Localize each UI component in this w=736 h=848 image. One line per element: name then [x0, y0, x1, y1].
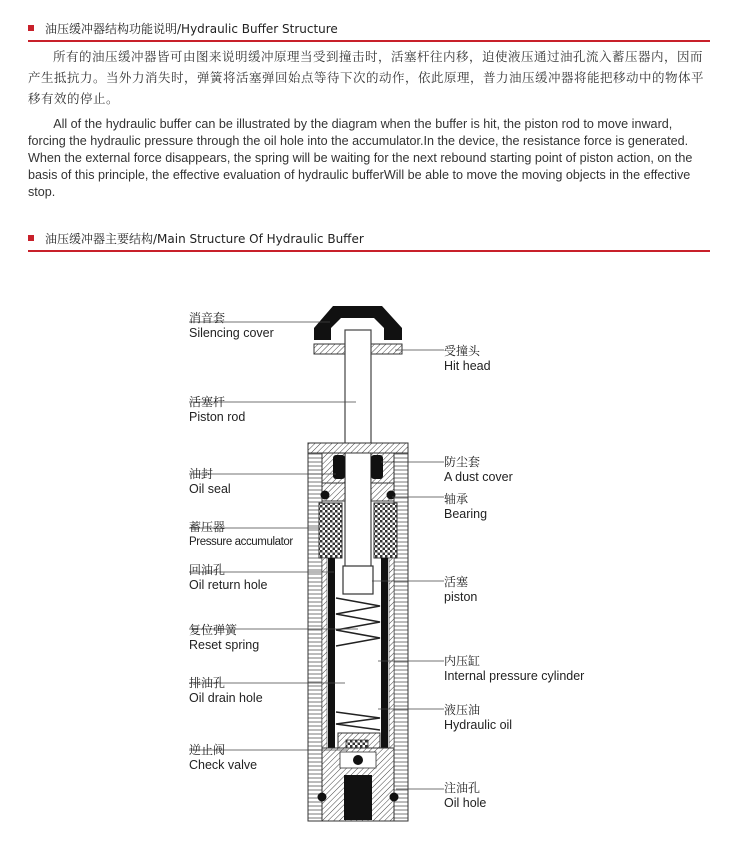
label-hydraulic-oil: 液压油 Hydraulic oil — [444, 703, 513, 732]
piston-part — [343, 566, 373, 594]
section-title-main-structure: 油压缓冲器主要结构/Main Structure Of Hydraulic Buffer — [45, 232, 364, 246]
description-english: All of the hydraulic buffer can be illustrated by the diagram when the buffer is hit, the piston rod to move inward, forcing the hydraulic pressure through the oil hole into the accumulator.In the device, the resistance force is generated. When the external force disappears, the spring will be waiting for the next rebound starting point of piston action, on the basis of this principle, the effective evaluation of hydraulic bufferWill be able to move the moving objects in the effective stop. — [28, 117, 693, 199]
inner-cylinder-right-wall — [381, 558, 388, 748]
label-piston: 活塞 piston — [444, 575, 478, 604]
outer-body-left-wall — [308, 443, 322, 821]
oil-hole-plug — [344, 775, 372, 820]
label-dust-cover: 防尘套 A dust cover — [444, 455, 513, 484]
label-oil-hole: 注油孔 Oil hole — [444, 781, 487, 810]
outer-body-right-wall — [394, 443, 408, 821]
oil-seal-right — [371, 455, 383, 479]
description-chinese: 所有的油压缓冲器皆可由图来说明缓冲原理当受到撞击时，活塞杆往内移，迫使液压通过油孔流入蓄压器内，因而产生抵抗力。当外力消失时，弹簧将活塞弹回始点等待下次的动作，依此原理，普力油压缓冲器将能把移动中的物体平移有效的停止。 — [28, 49, 705, 106]
label-piston-rod: 活塞杆 Piston rod — [189, 395, 246, 424]
accumulator-left — [319, 503, 342, 558]
label-reset-spring: 复位弹簧 Reset spring — [189, 623, 260, 652]
label-check-valve: 逆止阀 Check valve — [189, 743, 258, 772]
label-oil-drain-hole: 排油孔 Oil drain hole — [189, 676, 263, 705]
reset-spring-top — [336, 598, 380, 646]
reset-spring-bottom — [336, 712, 380, 730]
label-bearing: 轴承 Bearing — [444, 492, 488, 521]
inner-cylinder-left-wall — [328, 558, 335, 748]
label-internal-pressure-cylinder: 内压缸 Internal pressure cylinder — [444, 654, 585, 683]
o-ring-right — [387, 491, 396, 500]
label-hit-head: 受撞头 Hit head — [444, 344, 491, 373]
o-ring-left — [321, 491, 330, 500]
oil-seal-left — [333, 455, 345, 479]
label-oil-seal: 油封 Oil seal — [189, 467, 231, 496]
label-pressure-accumulator: 蓄压器 Pressure accumulator — [189, 520, 293, 548]
section-title-structure: 油压缓冲器结构功能说明/Hydraulic Buffer Structure — [45, 22, 338, 36]
label-silencing-cover: 消音套 Silencing cover — [189, 311, 274, 340]
accumulator-right — [374, 503, 397, 558]
label-oil-return-hole: 回油孔 Oil return hole — [189, 563, 268, 592]
